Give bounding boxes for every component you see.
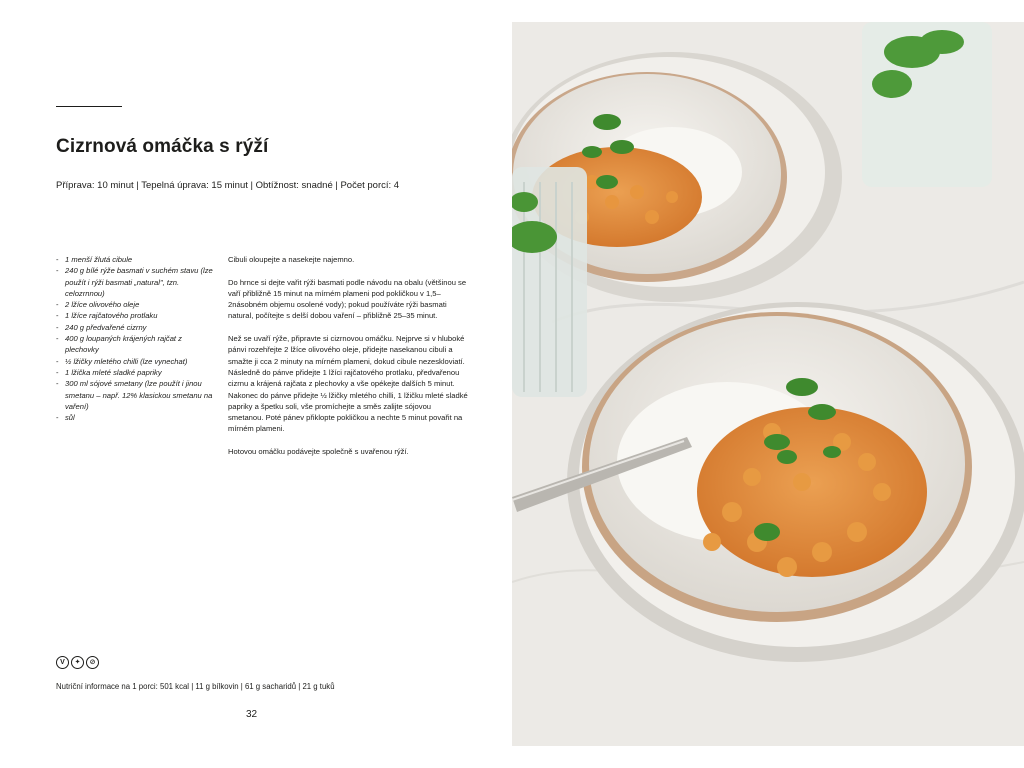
step-paragraph: Hotovou omáčku podávejte společně s uvařenou rýží. [228,447,409,457]
ingredients-list [56,254,216,423]
diet-icons [56,656,99,669]
ingredient-item: - 1 lžička mleté sladké papriky [56,367,216,378]
vegan-icon: V [56,656,69,669]
step-paragraph: Do hrnce si dejte vařit rýži basmati podle návodu na obalu (většinou se vaří přibližně 15 minut na mírném plameni pod pokličkou v 1,5–2násobném objemu osolené vody); pokud používáte rýži basmati natural, počítejte s delší dobou vaření – přibližně 25–35 minut. [228,277,467,321]
title-rule [56,106,122,107]
step-paragraph: Než se uvaří rýže, připravte si cizrnovou omáčku. Nejprve si v hluboké pánvi rozehřejte 2 lžíce olivového oleje, přidejte nasekanou cibuli a smažte ji cca 2 minuty na mírném plameni, dokud cibule nezeskloviatí. Následně do pánve přidejte 1 lžíci rajčatového protlaku, předvařenou cizrnu a krájená rajčata z plechovky a vše opékejte dalších 5 minut. Nakonec do pánve přidejte ½ lžičky mletého chilli, 1 lžičku mleté sladké papriky a špetku soli, vše promíchejte a směs zalijte sójovou smetanou. Poté pánev přiklopte pokličkou a nechte 5 minut povařit na mírném plameni. [228,334,468,434]
ingredient-item: - 400 g loupaných krájených rajčat z plechovky [56,333,216,356]
ingredient-item: - 240 g bílé rýže basmati v suchém stavu (lze použít i rýži basmati „natural", tzn. celozrnnou) [56,265,216,299]
ingredient-item: - 2 lžíce olivového oleje [56,299,216,310]
recipe-meta: Příprava: 10 minut | Tepelná úprava: 15 minut | Obtížnost: snadné | Počet porcí: 4 [56,180,400,191]
dish-photo [512,22,1024,746]
page-number: 32 [246,709,258,720]
step-paragraph: Cibuli oloupejte a nasekejte najemno. [228,255,355,264]
recipe-title: Cizrnová omáčka s rýží [56,136,269,157]
nutrition-info: Nutriční informace na 1 porci: 501 kcal | 11 g bílkovin | 61 g sacharidů | 21 g tuků [56,682,335,691]
ingredient-item: - 1 menší žlutá cibule [56,254,216,265]
ingredient-item: - 1 lžíce rajčatového protlaku [56,310,216,321]
ingredient-item: - 300 ml sójové smetany (lze použít i jinou smetanu – např. 12% klasickou smetanu na vaření) [56,378,216,412]
gluten-free-icon: ✦ [71,656,84,669]
ingredient-item: - sůl [56,412,216,423]
method-steps [228,254,468,469]
ingredient-item: - ½ lžičky mletého chilli (lze vynechat) [56,356,216,367]
ingredient-item: - 240 g předvařené cizrny [56,322,216,333]
nut-free-icon: ⊘ [86,656,99,669]
